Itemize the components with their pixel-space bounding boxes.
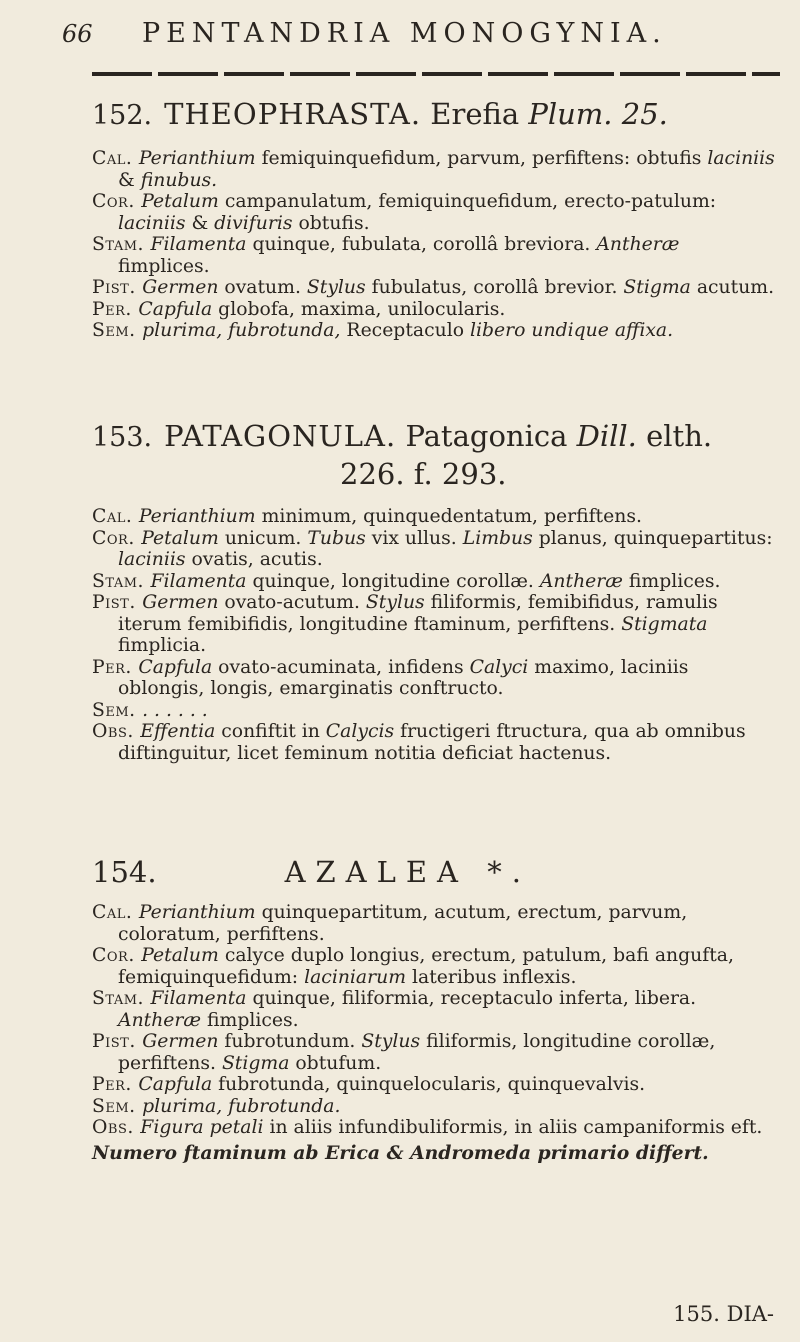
text: fubrotundum. (218, 1031, 362, 1052)
part-label: Stam. (92, 988, 151, 1009)
text: quinque, filiformia, receptaculo inferta, libera. (246, 988, 697, 1009)
text: filiformis, longitudine corollæ, perfiftens. (118, 1031, 716, 1074)
term: Filamenta (150, 234, 247, 255)
text: unicum. (218, 527, 308, 549)
part-label: Stam. (92, 234, 151, 255)
text: fimplices. (118, 255, 210, 277)
text: campanulatum, femiquinquefidum, erecto-patulum: (218, 191, 717, 212)
text: maximo, laciniis oblongis, longis, emarginatis conftructo. (118, 656, 689, 699)
genus-patagonula (92, 418, 775, 764)
genus-authority: Plum. 25. (528, 97, 668, 131)
part-label: Obs. (92, 1117, 141, 1138)
term: Effentia (140, 721, 222, 742)
text: obtufis. (292, 212, 370, 234)
genus-name: AZALEA *. (284, 855, 531, 889)
term: Stylus (361, 1031, 421, 1052)
description-line (92, 571, 775, 593)
part-label: Cal. (92, 148, 139, 169)
term: Germen (142, 277, 219, 298)
running-head (62, 18, 760, 49)
term: Calycis (319, 721, 401, 742)
text: & (118, 169, 141, 191)
term: Antheræ (596, 234, 680, 255)
term: Germen (142, 1031, 219, 1052)
part-label: Pist. (92, 277, 143, 298)
genus-number: 153. (92, 422, 153, 453)
term: Calyci (469, 656, 529, 678)
genus-number: 154. (92, 855, 157, 889)
genus-name: THEOPHRASTA. (164, 97, 422, 131)
term: Petalum (141, 945, 219, 966)
genus-authority-rest: elth. (646, 419, 713, 453)
term: laciniis (707, 148, 775, 169)
text: filiformis, femibifidus, ramulis iterum femibifidis, longitudine ftaminum, perfiftens. (118, 592, 718, 635)
description-line (92, 1096, 775, 1118)
text: fimplices. (201, 1009, 299, 1031)
term: Tubus (307, 527, 366, 549)
genus-note: Numero ftaminum ab Erica & Andromeda primario differt. (92, 1141, 709, 1164)
term: finubus. (140, 169, 218, 191)
term: Stigma (221, 1052, 290, 1074)
text: calyce duplo longius, erectum, patulum, bafi angufta, femiquinquefidum: (118, 945, 734, 988)
description-line (92, 700, 775, 722)
text: ovatum. (218, 277, 307, 298)
genus-heading (92, 96, 775, 134)
term: divifuris (214, 212, 293, 234)
genus-name: PATAGONULA. (164, 419, 397, 453)
description-line (92, 1117, 775, 1139)
genus-synonym: Erefia (430, 97, 520, 131)
description-line (92, 988, 775, 1031)
genus-synonym: Patagonica (405, 419, 568, 453)
text: obtufum. (289, 1052, 382, 1074)
term: plurima, fubrotunda, (142, 320, 347, 341)
text: confiftit in (221, 721, 320, 742)
part-label: Cal. (92, 902, 139, 923)
part-label: Pist. (92, 1031, 143, 1052)
part-label: Per. (92, 298, 139, 320)
term: Perianthium (138, 506, 256, 527)
part-label: Per. (92, 1074, 139, 1095)
description-line (92, 506, 775, 528)
part-label: Pist. (92, 592, 143, 613)
description-line (92, 234, 775, 277)
description-line (92, 1031, 775, 1074)
genus-number: 152. (92, 100, 153, 131)
term: Filamenta (150, 988, 247, 1009)
description-line (92, 657, 775, 700)
text: quinquepartitum, acutum, erectum, parvum, coloratum, perfiftens. (118, 902, 688, 945)
text: fructigeri ftructura, qua ab omnibus diftinguitur, licet feminum notitia deficiat hactenus. (118, 721, 746, 764)
term: Antheræ (539, 570, 623, 592)
description-line (92, 191, 775, 234)
term: libero undique affixa. (464, 320, 674, 341)
text: ovatis, acutis. (185, 549, 323, 570)
description-line (92, 528, 775, 571)
text: quinque, longitudine corollæ. (246, 570, 540, 592)
term: laciniis (118, 212, 186, 234)
term: Capfula (138, 298, 213, 320)
running-title: PENTANDRIA MONOGYNIA. (142, 18, 667, 49)
term: Stigmata (621, 613, 708, 635)
text: vix ullus. (365, 527, 463, 549)
page-number: 66 (62, 20, 93, 48)
header-rule (92, 72, 780, 76)
text: Receptaculo (346, 320, 465, 341)
term: Perianthium (138, 902, 256, 923)
text: acutum. (690, 277, 775, 298)
genus-heading (92, 854, 775, 890)
part-label: Sem. (92, 320, 143, 341)
text: fubrotunda, quinquelocularis, quinquevalvis. (212, 1074, 646, 1095)
text: minimum, quinquedentatum, perfiftens. (255, 506, 642, 527)
text: fubulatus, corollâ brevior. (365, 277, 624, 298)
description-line (92, 945, 775, 988)
description-line (92, 277, 775, 299)
text: globofa, maxima, unilocularis. (212, 298, 506, 320)
part-label: Cor. (92, 191, 142, 212)
text: in aliis infundibuliformis, in aliis campaniformis eft. (263, 1117, 763, 1138)
text: ovato-acutum. (218, 592, 366, 613)
term: Stylus (306, 277, 366, 298)
description-line (92, 721, 775, 764)
term: Limbus (462, 527, 533, 549)
term: Filamenta (150, 570, 247, 592)
text: lateribus inflexis. (406, 966, 577, 988)
term: Perianthium (138, 148, 256, 169)
term: Stylus (365, 592, 425, 613)
description-line (92, 902, 775, 945)
term: Stigma (623, 277, 691, 298)
genus-azalea (92, 854, 775, 1164)
part-label: Sem. (92, 1095, 143, 1117)
term: Figura petali (140, 1117, 264, 1138)
term: Petalum (141, 527, 219, 549)
term: Germen (142, 592, 219, 613)
part-label: Cal. (92, 506, 139, 527)
text: fimplicia. (118, 635, 207, 656)
genus-heading (92, 418, 775, 456)
part-label: Cor. (92, 945, 142, 966)
text: fimplices. (622, 570, 721, 592)
term: laciniis (118, 549, 186, 570)
term: Petalum (141, 191, 219, 212)
catchword: 155. DIA- (673, 1302, 774, 1326)
term: Capfula (138, 1074, 213, 1095)
text: ovato-acuminata, infidens (212, 656, 470, 678)
part-label: Sem. (92, 699, 143, 721)
term: laciniarum (304, 966, 407, 988)
part-label: Obs. (92, 721, 141, 742)
text: planus, quinquepartitus: (532, 527, 773, 549)
genus-authority: Dill. (576, 419, 637, 453)
description-line (92, 1074, 775, 1096)
genus-theophrasta (92, 96, 775, 342)
term: plurima, fubrotunda. (142, 1095, 341, 1117)
part-label: Stam. (92, 570, 151, 592)
term: Capfula (138, 656, 213, 678)
term: Antheræ (118, 1009, 202, 1031)
text: femiquinquefidum, parvum, perfiftens: obtufis (255, 148, 708, 169)
description-line (92, 299, 775, 321)
description-line (92, 592, 775, 657)
genus-reference: 226. f. 293. (340, 457, 507, 491)
text: & (185, 212, 215, 234)
description-line (92, 148, 775, 191)
part-label: Per. (92, 656, 139, 678)
term: . . . . . . (142, 699, 208, 721)
description-line (92, 320, 775, 342)
text: quinque, fubulata, corollâ breviora. (246, 234, 597, 255)
part-label: Cor. (92, 527, 142, 549)
